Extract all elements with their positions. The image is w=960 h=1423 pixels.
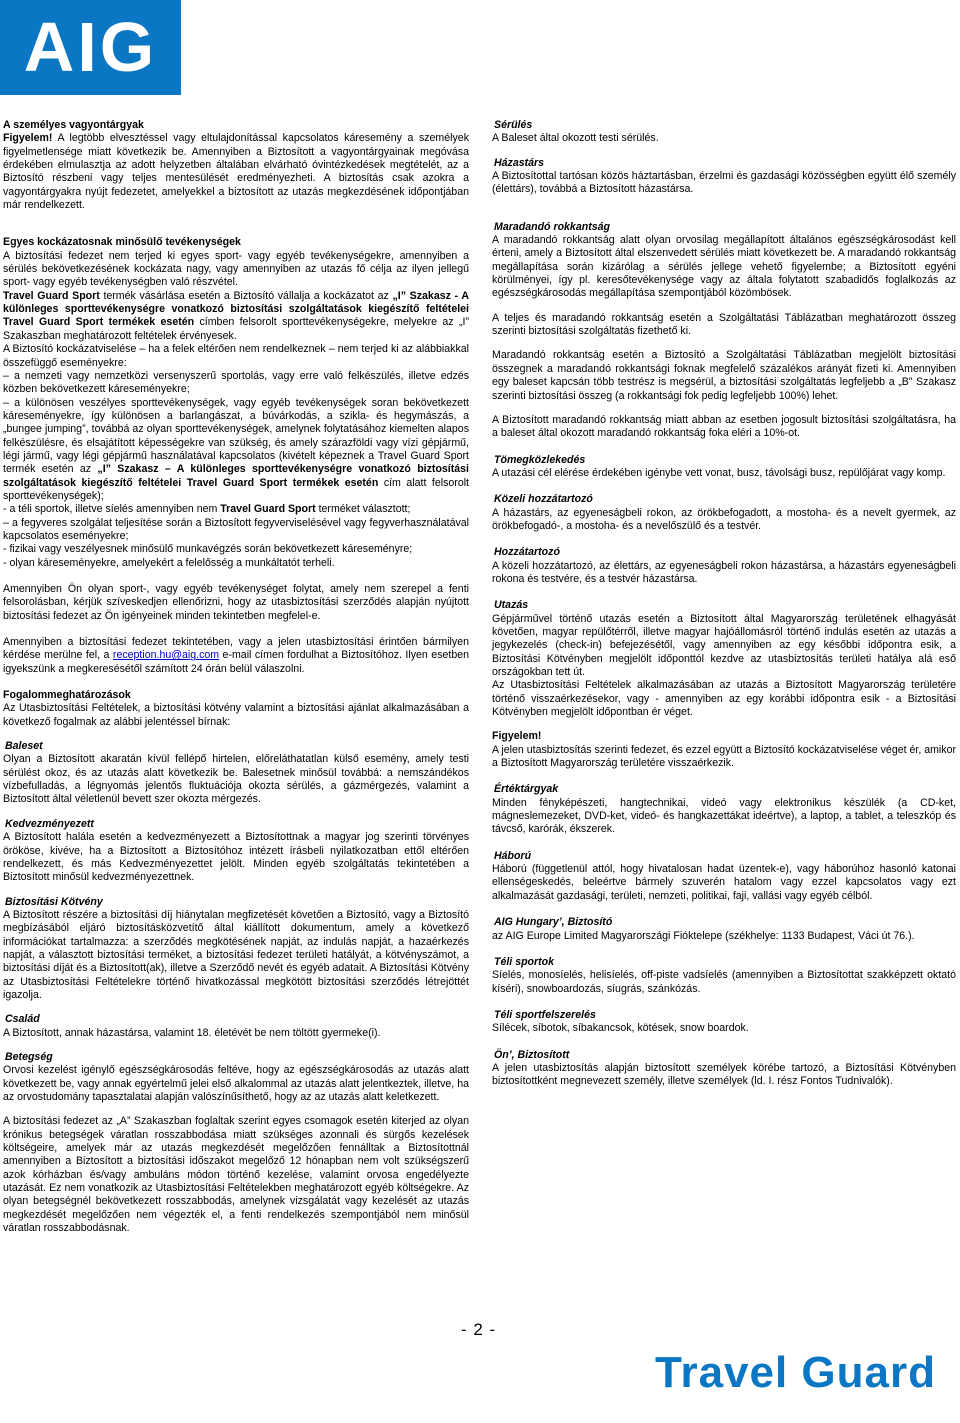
definition-text: Síelés, monosíelés, helisíelés, off-piste vadsíelés (amennyiben a Biztosítottat szakképzett oktató kíséri), snowboardozás, síugrás, szánkózás. <box>492 969 956 995</box>
section-title: Egyes kockázatosnak minősülő tevékenységek <box>3 236 241 249</box>
definition-text: A maradandó rokkantság alatt olyan orvosilag megállapított általános egészségkárosodást kell érteni, amely a Biztosított által elszenvedett sérülés miatt következett be. A maradandó rokkantság megállapítása során kizárólag a sérülés jellege vehető figyelembe; a Biztosított egyéni körülményei, így pl. keresőtevékenysége vagy az általa folytatott szabadidős foglalkozás az egészségkárosodás megállapítása szempontjából közömbösek. <box>492 234 956 300</box>
bold-text: „I” Szakasz – A különleges sporttevékenységre vonatkozó biztosítási szolgáltatások kiegészítő feltételei Travel Guard Sport termékek esetén <box>3 463 470 489</box>
definition-term: Kedvezményezett <box>5 817 94 830</box>
bold-text: Travel Guard Sport <box>220 503 316 516</box>
list-item <box>3 503 469 516</box>
definition-term: Betegség <box>5 1050 53 1063</box>
definition-term: Sérülés <box>494 119 533 131</box>
definition-text: az AIG Europe Limited Magyarországi Fióktelepe (székhelye: 1133 Budapest, Váci út 76.). <box>492 929 915 942</box>
paragraph-text: Amennyiben a biztosítási fedezet tekintetében, vagy a jelen utasbiztosítási érintően bármilyen kérdése merülne fel, a <box>3 636 469 662</box>
paragraph: Amennyiben Ön olyan sport-, vagy egyéb tevékenységet folytat, amely nem szerepel a fenti felsorolásban, kérjük szíveskedjen ellenőrizni, hogy az utasbiztosítási szerződés alapján nyújtott biztosítási fedezet az Ön igényeinek minden tekintetben megfelel-e. <box>3 583 469 622</box>
definition-term: Háború <box>494 849 532 862</box>
definition-text: A Baleset által okozott testi sérülés. <box>492 132 659 145</box>
paragraph-text: - a téli sportok, illetve síelés amennyiben nem <box>3 503 221 516</box>
list-item: - olyan káreseményekre, amelyekért a felelősség a munkáltatót terheli. <box>3 556 335 569</box>
definition-term: Hozzátartozó <box>494 546 560 559</box>
definition-text: A házastárs, az egyeneságbeli rokon, az örökbefogadott, a mostoha- és a nevelt gyermek, az örökbefogadó-, a mostoha- és a nevelőszülő és a testvér. <box>492 506 956 532</box>
definition-term: Házastárs <box>494 156 545 169</box>
definition-text: A teljes és maradandó rokkantság esetén a Szolgáltatási Táblázatban meghatározott összeg szerinti biztosítási szolgáltatás fizethető ki. <box>492 311 956 338</box>
paragraph: A Biztosító kockázatviselése – ha a felek eltérően nem rendelkeznek – nem terjed ki az alábbiakkal összefüggő eseményekre: <box>3 343 469 369</box>
bold-text: „I” Szakasz - A különleges sporttevékenységre vonatkozó biztosítási szolgáltatások kiegészítő feltételei Travel Guard Sport termékek esetén <box>3 289 469 329</box>
paragraph-text: termék vásárlása esetén a Biztosító vállalja a kockázatot az <box>99 289 393 302</box>
section-title: Fogalommeghatározások <box>3 689 131 702</box>
email-link[interactable]: reception.hu@aig.com <box>112 649 220 662</box>
definition-text: Minden fényképészeti, hangtechnikai, videó vagy elektronikus készülék (a CD-ket, mágneslemezeket, DVD-ket, videó- és hangkazettákat ideértve), a laptop, a tablet, a teleszkóp és távcső, karórák, ékszerek. <box>492 796 956 836</box>
paragraph <box>3 636 469 676</box>
list-item: – a fegyveres szolgálat teljesítése során a Biztosított fegyverviselésével vagy fegyverhasználatával kapcsolatos eseményekre; <box>3 516 469 542</box>
definition-text: A Biztosított halála esetén a kedvezményezett a Biztosítottnak a magyar jog szerinti törvényes örököse, kivéve, ha a Biztosított a Biztosítóhoz intézett írásbeli nyilatkozatban ettől eltérően rendelkezett, és más Kedvezményezettet jelölt. Minden egyéb szolgáltatás tekintetében a Biztosított minősül kedvezményezettnek. <box>3 831 469 884</box>
definition-term: Ön’, Biztosított <box>494 1048 570 1061</box>
travel-guard-logo: Travel Guard <box>655 1348 937 1397</box>
list-item: – a nemzeti vagy nemzetközi versenyszerű sportolás, vagy erre való felkészülés, illetve edzés közben bekövetkezett káreseményekre; <box>3 369 469 396</box>
definition-text: A Biztosított maradandó rokkantság miatt abban az esetben jogosult biztosítási szolgáltatásra, ha a baleset által okozott maradandó rokkantság foka eléri a 10%-ot. <box>492 413 956 440</box>
definition-text: Orvosi kezelést igénylő egészségkárosodás feltéve, hogy az egészségkárosodás az utazás alatt következett be, vagy annak egyértelmű jelei első alkalommal az utazás alatt jelentkeztek, illetve, ha az orvostudomány tapasztalatai alapján valószínűsíthető, hogy az az utazás alatt keletkezett. <box>3 1064 469 1103</box>
definition-term: Baleset <box>5 740 43 753</box>
right-column <box>492 119 956 1089</box>
paragraph: A biztosítási fedezet nem terjed ki egyes sport- vagy egyéb tevékenységekre, amennyiben a sérülés bekövetkezésének kockázata nagy, vagy amennyiben az utazás fő célja az ilyen jellegű sport- vagy egyéb tevékenységben való részvétel. <box>3 249 469 289</box>
definition-term: Biztosítási Kötvény <box>5 895 103 908</box>
definition-term: Maradandó rokkantság <box>494 220 610 233</box>
left-column <box>3 119 469 1235</box>
paragraph <box>3 132 469 212</box>
definition-term: Család <box>5 1013 40 1026</box>
paragraph-text: A legtöbb elvesztéssel vagy eltulajdonítással kapcsolatos káresemény a személyek figyelmetlensége miatt következik be. Amennyiben a Biztosított a vagyontárgyainak megóvása érdekében elmulasztja az adott helyzetben általában elvárható óvintézkedések megtételét, az a Biztosító részbeni vagy teljes mentesülését eredményezheti. A biztosítás csak azokra a vagyontárgyakra nyújt fedezetet, amelyekkel a biztosított az utazás megkezdésének időpontjában már rendelkezett. <box>3 132 469 212</box>
definition-text: Háború (függetlenül attól, hogy hivatalosan hadat üzentek-e), vagy háborúhoz hasonló katonai ellenségeskedés, beleértve bármely szuverén hatalom vagy ezzel kapcsolatos vagy ezt alkalmazását gazdasági, területi, nemzeti, politikai, faji, vallási vagy egyéb célból. <box>492 863 956 902</box>
paragraph-text: címben felsorolt sporttevékenységekre, melyekre az „I” Szakaszban meghatározott feltételek érvényesek. <box>3 316 469 342</box>
definition-text: Az Utasbiztosítási Feltételek alkalmazásában az utazás a Biztosított Magyarország területére történő visszaérkezésekor, vagy - amennyiben az egy korábbi időpontra esik - a Biztosítási Kötvényben megjelölt időpontban ér véget. <box>492 679 956 719</box>
list-item <box>3 397 469 504</box>
paragraph-text: – a különösen veszélyes sporttevékenységek, vagy egyéb tevékenységek soran bekövetkezett káreseményekre, így különösen a barlangászat, a búvárkodás, a szikla- és hegymászás, a „bungee jumping”, továbbá az olyan sporttevékenységek, amelynek folytatásához kiemelten alapos felkészülésre, és elsajátított képességekre van szükség, és amely szárazföldi vagy vízi gépjármű, légi jármű, vagy légi gépjármű használatával kapcsolatos (kivételt képeznek a Travel Guard Sport termék esetén az <box>3 396 469 476</box>
definition-text: A közeli hozzátartozó, az élettárs, az egyeneságbeli rokon házastársa, a házastárs egyeneságbeli rokona és testvére, és a testvér házastársa. <box>492 559 956 585</box>
paragraph-text: terméket választott; <box>315 503 411 516</box>
definition-term: Téli sportfelszerelés <box>494 1008 596 1021</box>
definition-term: AIG Hungary’, Biztosító <box>494 916 613 929</box>
definition-term: Téli sportok <box>494 955 555 968</box>
warning-title: Figyelem! <box>492 730 542 743</box>
paragraph-text: e-mail címen fordulhat a Biztosítóhoz. Ilyen esetben igyekszünk a megkeresésétől számított 24 órán belül válaszolni. <box>3 649 469 675</box>
definition-text: Olyan a Biztosított akaratán kívül fellépő hirtelen, előreláthatatlan külső esemény, amely testi sérülést okoz, és az utazás alatt következik be. Balesetnek minősül továbbá: a nemszándékos vízbefulladás, a légnyomás jelentős fluktuációja okozta sérülés, a gázmérgezés, valamint a Biztosított által véletlenül bevett szer okozta mérgezés. <box>3 753 469 806</box>
definition-term: Tömegközlekedés <box>494 453 586 466</box>
definition-text: A utazási cél elérése érdekében igénybe vett vonat, busz, távolsági busz, repülőjárat vagy komp. <box>492 466 946 479</box>
definition-term: Utazás <box>494 599 529 612</box>
paragraph <box>3 290 469 343</box>
definition-text: Sílécek, síbotok, síbakancsok, kötések, snow boardok. <box>492 1022 749 1035</box>
definition-text: A Biztosított részére a biztosítási díj hiánytalan megfizetését követően a Biztosító, vagy a Biztosító megbízásából eljáró biztosításközvetítő által kiállított dokumentum, amely a következő információkat tartalmazza: a szerződés megkötésének napját, az indulás napját, a hazaérkezés napját, a választott biztosítási terméket, a biztosítási fedezet területi hatályát, a kötvényszámot, a biztosítási díját és a Biztosított(ak), illetve a Szerződő nevét és egyéb adatait. A Biztosítási Kötvény az Utasbiztosítási Feltételekre történő hivatkozással megkötött biztosítási szerződés létrejöttét igazolja. <box>3 908 469 1001</box>
page-number: - 2 - <box>461 1320 497 1339</box>
definition-text: Maradandó rokkantság esetén a Biztosító a Szolgáltatási Táblázatban megjelölt biztosítási összegnek a maradandó rokkantsági foknak megfelelő százalékos arányát fizeti ki. Amennyiben egy baleset kapcsán több testrész is megsérül, a biztosítási szolgáltatás legfeljebb a „B” Szakasz szerinti biztosítási összeg (a rokkantsági fok pedig legfeljebb 100%) lehet. <box>492 349 956 402</box>
definition-text: A Biztosítottal tartósan közös háztartásban, érzelmi és gazdasági közösségben együtt élő személy (élettárs), továbbá a Biztosított házastársa. <box>492 170 956 196</box>
aig-logo: AIG <box>0 0 181 95</box>
definition-text: A Biztosított, annak házastársa, valamint 18. életévét be nem töltött gyermeke(i). <box>3 1026 381 1039</box>
definition-term: Értéktárgyak <box>494 783 559 796</box>
section-title: A személyes vagyontárgyak <box>3 119 144 131</box>
list-item: - fizikai vagy veszélyesnek minősülő munkavégzés során bekövetkezett káreseményre; <box>3 543 413 556</box>
paragraph: Az Utasbiztosítási Feltételek, a biztosítási kötvény valamint a biztosítási ajánlat alkalmazásában a következő fogalmak az alábbi jelentéssel bírnak: <box>3 702 469 728</box>
warning-label: Figyelem! <box>3 132 53 145</box>
paragraph-text: cím alatt felsorolt sporttevékenységek); <box>3 476 470 502</box>
definition-text: A jelen utasbiztosítás alapján biztosított személyek körébe tartozó, a Biztosítási Kötvényben biztosítottként megnevezett személy, illetve személyek (ld. I. rész Fontos Tudnivalók). <box>492 1061 956 1088</box>
bold-text: Travel Guard Sport <box>3 289 100 302</box>
definition-text: Gépjárművel történő utazás esetén a Biztosított által Magyarország területének elhagyását követően, magyar repülőtérről, illetve magyar hajóállomásról történő indulás esetén az utazás a jegykezelés (check-in) befejezésétől, vagy amennyiben az egy későbbi időpontra esik, a Biztosítási Kötvényben megjelölt időponttól kezdve az utasbiztosítás területi hatálya alá eső országokban tett út. <box>492 612 956 678</box>
definition-term: Közeli hozzátartozó <box>494 493 593 506</box>
definition-text: A biztosítási fedezet az „A” Szakaszban foglaltak szerint egyes csomagok esetén kiterjed az olyan krónikus betegségek váratlan rosszabbodása miatt szükséges azonnali és sürgős kezelések költségeire, amelyek már az utazás megkezdését megelőzően fennálltak a Biztosítottnál amennyiben a Biztosított a biztosítási időszakot megelőző 12 hónapban nem volt szükségszerű azok kórházban és/vagy ambuláns módon történő kezelése, valamint orvosa engedélyezte utazását. Ez nem vonatkozik az Utasbiztosítási Feltételekben meghatározott egyéb költségekre. Az olyan betegségnél bekövetkezett rosszabbodás, amelynek vizsgálatát vagy kezelését az utazás megkezdését megelőzően nem végezték el, a fenti rendelkezés szempontjából nem minősül váratlan rosszabbodásnak. <box>3 1115 469 1235</box>
definition-text: A jelen utasbiztosítás szerinti fedezet, és ezzel együtt a Biztosító kockázatviselése véget ér, amikor a Biztosított Magyarország területére visszaérkezik. <box>492 743 957 770</box>
